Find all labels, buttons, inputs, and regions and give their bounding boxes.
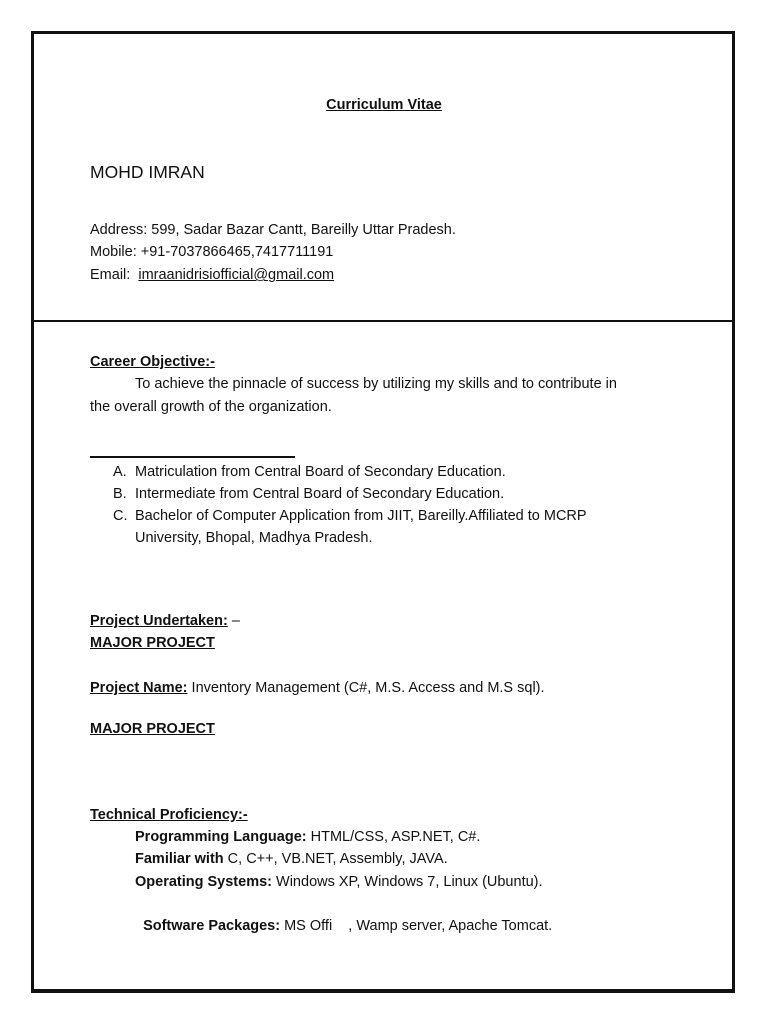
email-label: Email: <box>90 267 131 283</box>
technical-heading: Technical Proficiency:- <box>90 807 248 823</box>
address-line: Address: 599, Sadar Bazar Cantt, Bareilly Uttar Pradesh. <box>90 222 456 238</box>
header-divider <box>34 320 732 322</box>
tech-item-software: Software Packages: MS Offi , Wamp server, Apache Tomcat. <box>143 918 553 934</box>
education-list <box>113 461 695 549</box>
tech-item-programming: Programming Language: HTML/CSS, ASP.NET, C#. <box>135 829 481 845</box>
list-item: B. Intermediate from Central Board of Secondary Education. <box>113 486 505 502</box>
list-item: C. Bachelor of Computer Application from JIIT, Bareilly.Affiliated to MCRP University, Bhopal, Madhya Pradesh. <box>113 508 587 546</box>
tech-item-os: Operating Systems: Windows XP, Windows 7, Linux (Ubuntu). <box>135 874 543 890</box>
major-project-2: MAJOR PROJECT <box>90 721 215 737</box>
project-name-line: Project Name: Inventory Management (C#, M.S. Access and M.S sql). <box>90 680 545 696</box>
document-title: Curriculum Vitae <box>326 97 442 113</box>
career-objective-line2: the overall growth of the organization. <box>90 399 332 415</box>
projects-heading: Project Undertaken: – <box>90 613 240 629</box>
candidate-name: MOHD IMRAN <box>90 162 205 182</box>
major-project-1: MAJOR PROJECT <box>90 635 215 651</box>
email-link[interactable]: imraanidrisiofficial@gmail.com <box>138 267 335 283</box>
career-objective-heading: Career Objective:- <box>90 354 215 370</box>
email-line <box>90 264 334 286</box>
tech-item-familiar: Familiar with C, C++, VB.NET, Assembly, JAVA. <box>135 851 448 867</box>
career-objective-line1: To achieve the pinnacle of success by utilizing my skills and to contribute in <box>135 376 617 392</box>
education-heading-rule <box>90 456 295 458</box>
list-item: A. Matriculation from Central Board of Secondary Education. <box>113 464 506 480</box>
mobile-line: Mobile: +91-7037866465,7417711191 <box>90 244 334 260</box>
